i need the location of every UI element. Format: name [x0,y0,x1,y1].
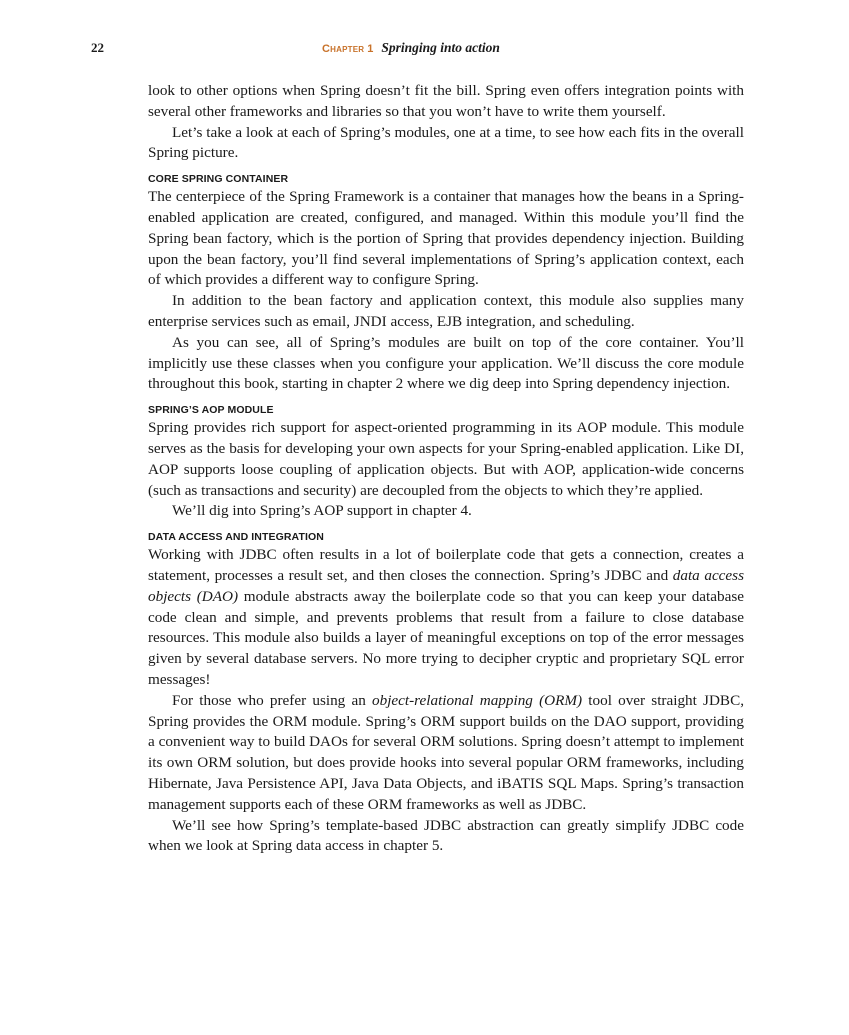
jdbc-text-start: Working with JDBC often results in a lot of boilerplate code that gets a connection, creates a statement, processes a result set, and then closes the connection. Spring’s JDBC and [148,546,744,584]
paragraph-modules-overview: Let’s take a look at each of Spring’s modules, one at a time, to see how each fits in the overall Spring picture. [148,123,744,162]
paragraph-enterprise-services: In addition to the bean factory and application context, this module also supplies many enterprise services such as email, JNDI access, EJB integration, and scheduling. [148,292,744,330]
paragraph-core-container: The centerpiece of the Spring Framework is a container that manages how the beans in a Spring-enabled application are created, configured, and managed. Within this module you’ll find the Spring bean factory, which is the portion of Spring that provides dependency injection. Building upon the bean factory, you’ll find several implementations of Spring’s application context, each of which provides a different way to configure Spring. [148,188,744,289]
orm-term: object-relational mapping (ORM) [372,691,583,709]
paragraph-intro-continued: look to other options when Spring doesn’t fit the bill. Spring even offers integration points with several other frameworks and libraries so that you won’t have to write them yourself. [148,82,744,120]
paragraph-orm-module [148,691,744,816]
running-head [0,40,849,58]
paragraph-data-chapter-ref: We’ll see how Spring’s template-based JDBC abstraction can greatly simplify JDBC code when we look at Spring data access in chapter 5. [148,816,744,855]
paragraph-aop-chapter-ref: We’ll dig into Spring’s AOP support in chapter 4. [172,502,472,520]
paragraph-jdbc-dao [148,545,744,691]
chapter-label: Chapter [322,43,365,55]
chapter-number: 1 [367,43,374,55]
paragraph-aop-module: Spring provides rich support for aspect-oriented programming in its AOP module. This module serves as the basis for developing your own aspects for your Spring-enabled application. Like DI, AOP supports loose coupling of application objects. But with AOP, application-wide concerns (such as transactions and security) are decoupled from the objects to which they’re applied. [148,419,744,499]
orm-text-start: For those who prefer using an [172,691,373,709]
chapter-heading [322,40,500,56]
section-heading-core-container: CORE SPRING CONTAINER [148,173,289,186]
paragraph-core-usage: As you can see, all of Spring’s modules are built on top of the core container. You’ll implicitly use these classes when you configure your application. We’ll discuss the core module throughout this book, starting in chapter 2 where we dig deep into Spring dependency injection. [148,333,744,393]
page-number: 22 [91,40,104,55]
section-heading-aop-module: SPRING’S AOP MODULE [148,404,274,417]
page-body [148,81,744,857]
chapter-title: Springing into action [381,40,500,55]
dao-term: data access objects (DAO) [148,566,744,605]
orm-text-end: tool over straight JDBC, Spring provides the ORM module. Spring’s ORM support builds on the DAO support, providing a convenient way to build DAOs for several ORM solutions. Spring doesn’t attempt to implement its own ORM solution, but does provide hooks into several popular ORM frameworks, including Hibernate, Java Persistence API, Java Data Objects, and iBATIS SQL Maps. Spring’s transaction management supports each of these ORM frameworks as well as JDBC. [148,691,744,813]
section-heading-data-access: DATA ACCESS AND INTEGRATION [148,531,324,544]
jdbc-text-end: module abstracts away the boilerplate code so that you can keep your database code clean and simple, and prevents problems that result from a failure to close database resources. This module also builds a layer of meaningful exceptions on top of the error messages given by several database servers. No more trying to decipher cryptic and proprietary SQL error messages! [148,587,744,688]
